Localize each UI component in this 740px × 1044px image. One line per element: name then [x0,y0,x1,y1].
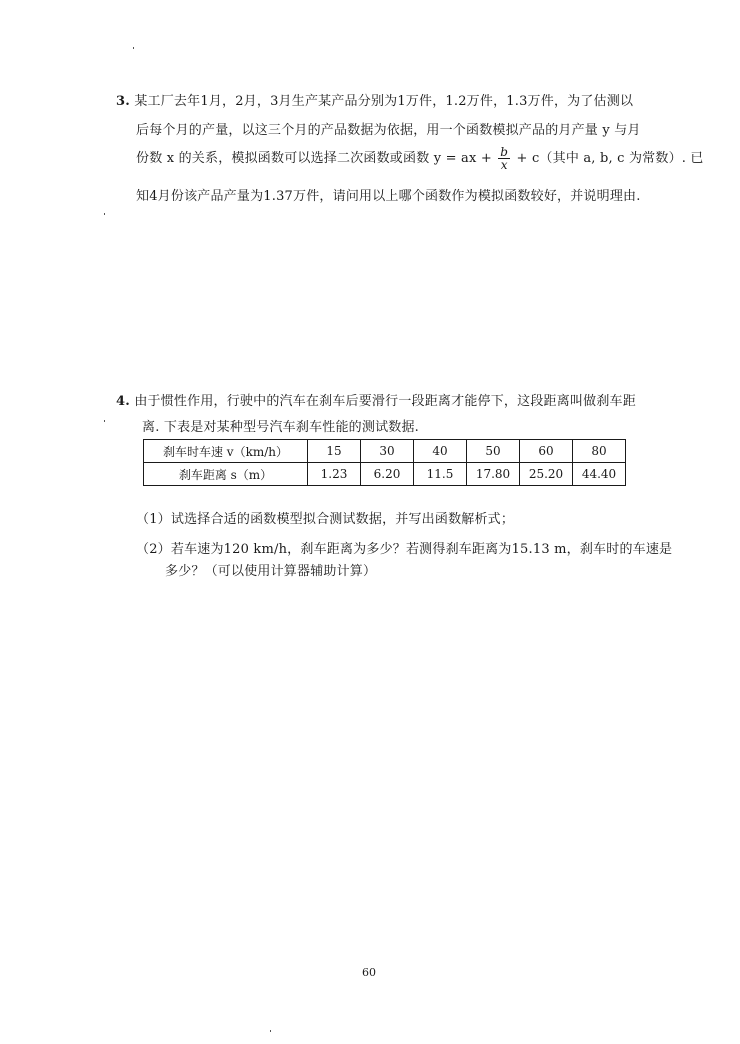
fraction-numerator: b [500,145,509,159]
row-label-speed: 刹车时车速 v（km/h） [144,440,308,463]
speed-cell: 30 [361,440,414,463]
problem-4-line-1 [116,390,636,409]
table-row-distance [144,463,626,486]
speed-cell: 80 [573,440,626,463]
problem-3-line-1 [116,90,633,109]
table-row-speed [144,440,626,463]
speed-cell: 40 [414,440,467,463]
problem-4-line-2: 离. 下表是对某种型号汽车刹车性能的测试数据. [142,420,419,435]
distance-cell: 6.20 [361,463,414,486]
distance-cell: 17.80 [467,463,520,486]
distance-cell: 25.20 [520,463,573,486]
distance-cell: 11.5 [414,463,467,486]
problem-3-line-4: 知4月份该产品产量为1.37万件，请问用以上哪个函数作为模拟函数较好，并说明理由. [136,189,641,204]
problem-3-text: 某工厂去年1月，2月，3月生产某产品分别为1万件，1.2万件，1.3万件，为了估测以 [134,94,634,109]
speed-cell: 15 [308,440,361,463]
speed-cell: 50 [467,440,520,463]
problem-3-line-3-end: + c（其中 a, b, c 为常数）. 已 [516,151,704,166]
question-2-line-1: （2）若车速为120 km/h，刹车距离为多少？若测得刹车距离为15.13 m，刹车时的车速是 [136,542,673,557]
fraction-b-over-x [498,146,510,171]
problem-4-number: 4. [116,394,130,409]
problem-3-line-2: 后每个月的产量，以这三个月的产品数据为依据，用一个函数模拟产品的月产量 y 与月 [136,123,641,138]
problem-3-line-3 [136,146,704,171]
row-label-distance: 刹车距离 s（m） [144,463,308,486]
page-number: 60 [362,966,376,979]
fraction-denominator: x [498,158,510,171]
problem-4-text: 由于惯性作用，行驶中的汽车在刹车后要滑行一段距离才能停下，这段距离叫做刹车距 [134,394,636,409]
scan-speck [104,213,105,215]
scan-speck [104,420,105,422]
question-2-line-2: 多少？（可以使用计算器辅助计算） [165,564,377,579]
problem-3-line-3-start: 份数 x 的关系，模拟函数可以选择二次函数或函数 y = ax + [136,151,492,166]
problem-3-number: 3. [116,94,130,109]
scan-speck [133,47,134,49]
distance-cell: 44.40 [573,463,626,486]
question-1: （1）试选择合适的函数模型拟合测试数据，并写出函数解析式； [136,512,515,527]
braking-data-table [143,439,626,486]
speed-cell: 60 [520,440,573,463]
scan-speck [270,1030,271,1032]
distance-cell: 1.23 [308,463,361,486]
